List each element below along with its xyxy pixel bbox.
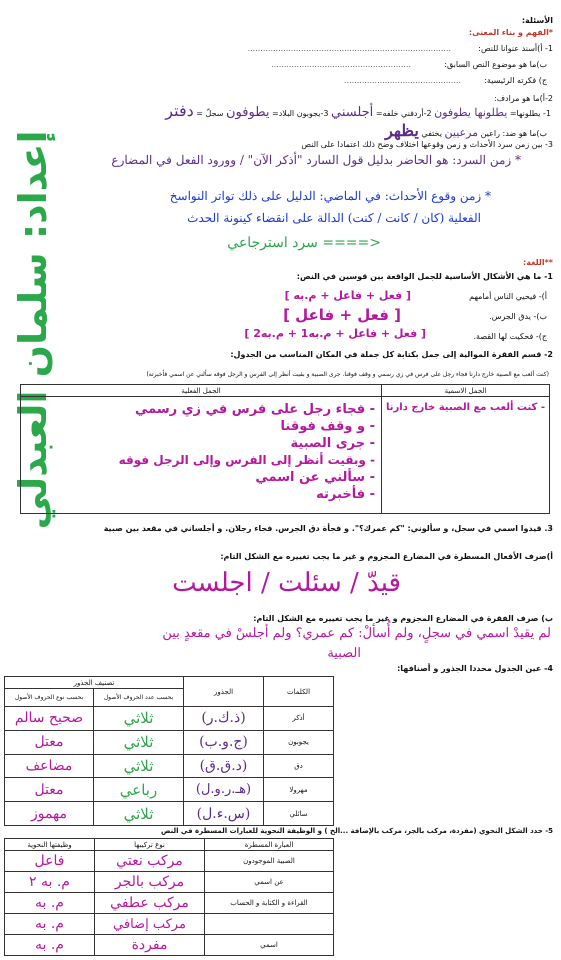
root-type: صحيح سالم — [5, 707, 94, 731]
root-value: (د.ق.ق) — [184, 754, 264, 778]
phrase-cell: القراءة و الكتابة و الحساب — [205, 893, 334, 914]
q2-item-1-text: 1- يطلونها= — [509, 109, 551, 118]
signature-text: إعداد: سلمان العبدلي — [11, 130, 55, 530]
phrase-cell — [205, 914, 334, 935]
header-phrase: العبارة المسطرة — [205, 839, 334, 851]
header-by-count: بحسب عدد الحروف الأصول — [94, 689, 184, 707]
verbal-sentence: - سألني عن اسمي — [255, 470, 376, 485]
root-count: ثلاثي — [94, 730, 184, 754]
verbal-sentence: - جرى الصبية — [290, 436, 376, 451]
q5-prompt: 5- حدد الشكل النحوي (مفردة، مركب بالجر، مركب بالإضافة ...الخ ) و الوظيفة النحوية للعبارات المسطرة في النص — [161, 827, 553, 835]
header-words: الكلمات — [264, 677, 334, 707]
section-comprehension: *الفهم و بناء المعنى: — [468, 28, 553, 37]
nominal-sentence: - كنت ألعب مع الصبية خارج دارنا — [386, 402, 545, 413]
header-by-type: بحسب نوع الحروف الأصول — [5, 689, 94, 707]
q2-answer-1: يطلونها يطوفون — [434, 106, 508, 119]
phrase-type: مركب نعتي — [95, 851, 205, 872]
phrase-function: م. به — [5, 914, 95, 935]
lang-q1-b: ب)- يدق الجرس. — [489, 312, 547, 321]
lang-q1-b-answer: [ فعل + فاعل ] — [283, 306, 401, 324]
root-value: (هـ.ر.و.ل) — [184, 778, 264, 802]
phrase-function: فاعل — [5, 851, 95, 872]
section-language: **اللغة: — [523, 258, 553, 267]
sentence-table — [20, 384, 550, 514]
root-type: معتل — [5, 730, 94, 754]
lang-q3-b-prompt: ب) صرف الفقرة في المضارع المجزوم و غير ما يجب تغييره مع الشكل التام: — [253, 614, 553, 623]
phrase-cell: عن اسمي — [205, 872, 334, 893]
root-count: ثلاثي — [94, 707, 184, 731]
q2-item-2-text: 2-أردفني خلفه= — [375, 109, 432, 118]
root-type: مهموز — [5, 802, 94, 826]
phrase-type: مركب بالجر — [95, 872, 205, 893]
q2-item-3-text: 3-يجوبون البلاد= — [272, 109, 329, 118]
q2-antonym-answer-2: يظهر — [385, 121, 419, 140]
header-roots: الجذور — [184, 677, 264, 707]
root-value: (ج.و.ب) — [184, 730, 264, 754]
q1-idea-prompt: ج) فكرته الرئيسية: — [484, 76, 547, 85]
header-function: وظيفتها النحوية — [5, 839, 95, 851]
nominal-cell — [382, 397, 550, 514]
root-count: ثلاثي — [94, 754, 184, 778]
root-word: مهرولا — [264, 778, 334, 802]
roots-table — [4, 676, 334, 826]
q2-answer-3: يطوفون — [226, 105, 270, 120]
lang-q2-paragraph: (كنت ألعب مع الصبية خارج دارنا فجاء رجل على فرس في زي رسمي و وقف فوقنا. جرى الصبية و بقيت أنظر إلى الفرس و الرجل فوقه سألني عن اسمي فأخبرته) — [146, 371, 549, 378]
verbal-cell — [21, 397, 382, 514]
lang-q3-a-answer: قيدّ / سئلت / اجلست — [172, 568, 401, 598]
section-title: الأسئلة: — [521, 16, 553, 25]
header-verbal: الجمل الفعلية — [21, 385, 382, 397]
header-type: نوع تركيبها — [95, 839, 205, 851]
phrase-type: مركب عطفي — [95, 893, 205, 914]
phrase-type: مفردة — [95, 935, 205, 956]
lang-q3-b-answer-2: الصبية — [327, 646, 361, 661]
root-value: (س.ء.ل) — [184, 802, 264, 826]
q2-antonym-word-2: يختفي — [421, 129, 442, 138]
lang-q3-a-prompt: أ)صرف الأفعال المسطرة في المضارع المجزوم و غير ما يجب تغييره مع الشكل التام: — [220, 552, 553, 561]
root-type: مضاعف — [5, 754, 94, 778]
q1-dots-3: .............................................. — [344, 76, 461, 85]
q3-answer-line-4: <==== سرد استرجاعي — [227, 235, 381, 251]
lang-q2-prompt: 2- قسم الفقرة الموالية إلى جمل بكتابة كل جملة في المكان المناسب من الجدول: — [230, 350, 553, 359]
q2-line2 — [385, 121, 547, 140]
q1-dots-1: ................................................................................ — [247, 44, 451, 53]
root-count: ثلاثي — [94, 802, 184, 826]
q1-dots-2: ....................................................... — [271, 60, 411, 69]
lang-q3-b-answer-1: لم يقيدْ اسمي في سجلٍ، ولم أُسألْ: كم عمري؟ ولم أجلسْ في مقعدٍ بين — [162, 626, 551, 641]
verbal-sentence: - و وقف فوقنا — [280, 419, 376, 434]
q2-line1 — [165, 101, 551, 120]
q2-item-4-text: سجلّ = — [196, 109, 224, 118]
verbal-sentence: - فجاء رجل على فرس في زي رسمي — [134, 402, 376, 417]
phrase-function: م. به — [5, 893, 95, 914]
root-count: رباعي — [94, 778, 184, 802]
q2-antonym-prompt: ب)ما هو ضد: راعين — [480, 129, 547, 138]
lang-q1-a-answer: [ فعل + فاعل + م.به ] — [284, 289, 411, 302]
phrase-function: م. به ٢ — [5, 872, 95, 893]
lang-q1-prompt: 1- ما هي الأشكال الأساسية للجمل الواقعة بين قوسين في النص: — [296, 272, 553, 281]
q2-title: 2-أ)ما هو مرادف: — [494, 94, 553, 103]
root-value: (ذ.ك.ر) — [184, 707, 264, 731]
header-nominal: الجمل الاسمية — [382, 385, 550, 397]
q1-topic-prompt: ب)ما هو موضوع النص السابق: — [444, 60, 547, 69]
q1-title-prompt: 1- أ)أسند عنوانا للنص: — [478, 44, 553, 53]
phrase-type: مركب إضافي — [95, 914, 205, 935]
syntax-table — [4, 838, 334, 956]
q2-answer-4: دفتر — [165, 101, 194, 120]
q2-answer-2: أجلسني — [330, 105, 374, 120]
q3-prompt: 3- بين زمن سرد الأحداث و زمن وقوعها اختلاف وضح ذلك اعتمادا على النص — [301, 140, 553, 149]
root-type: معتل — [5, 778, 94, 802]
verbal-sentence: - فأخبرته — [316, 487, 376, 502]
root-word: سائلي — [264, 802, 334, 826]
root-word: يجوبون — [264, 730, 334, 754]
root-word: دق — [264, 754, 334, 778]
phrase-cell: اسمي — [205, 935, 334, 956]
lang-q1-a: أ)- فيحيي الناس أمامهم — [469, 292, 547, 301]
q2-antonym-answer-1: مرعيين — [444, 126, 479, 139]
phrase-function: م. به — [5, 935, 95, 956]
q3-answer-line-3: الفعلية (كان / كانت / كنت) الدالة على انقضاء كينونة الحدث — [187, 211, 481, 225]
lang-q3-text: 3. قيدوا اسمي في سجل، و سألوني: "كم عمرك؟". و فجأة دق الجرس. فجاء رجلان. و أجلساني في مقعد بين صبية — [103, 524, 553, 533]
lang-q1-c: ج)- فحكيت لها القصة. — [473, 332, 547, 341]
header-classify: تصنيف الجذور — [5, 677, 184, 689]
q4-prompt: 4- عين الجدول محددا الجذور و أصنافها: — [397, 664, 553, 673]
q3-answer-line-2: * زمن وقوع الأحداث: في الماضي: الدليل على ذلك تواتر النواسخ — [169, 189, 491, 203]
phrase-cell: الصبية الموجودون — [205, 851, 334, 872]
lang-q1-c-answer: [ فعل + فاعل + م.به1 + م.به2 ] — [244, 327, 426, 340]
root-word: أذكر — [264, 707, 334, 731]
verbal-sentence: - وبقيت أنظر إلى الفرس وإلى الرجل فوقه — [118, 453, 376, 467]
q3-answer-line-1: * زمن السرد: هو الحاضر بدليل قول السارد "أذكر الآن" / وورود الفعل في المضارع — [111, 153, 521, 167]
